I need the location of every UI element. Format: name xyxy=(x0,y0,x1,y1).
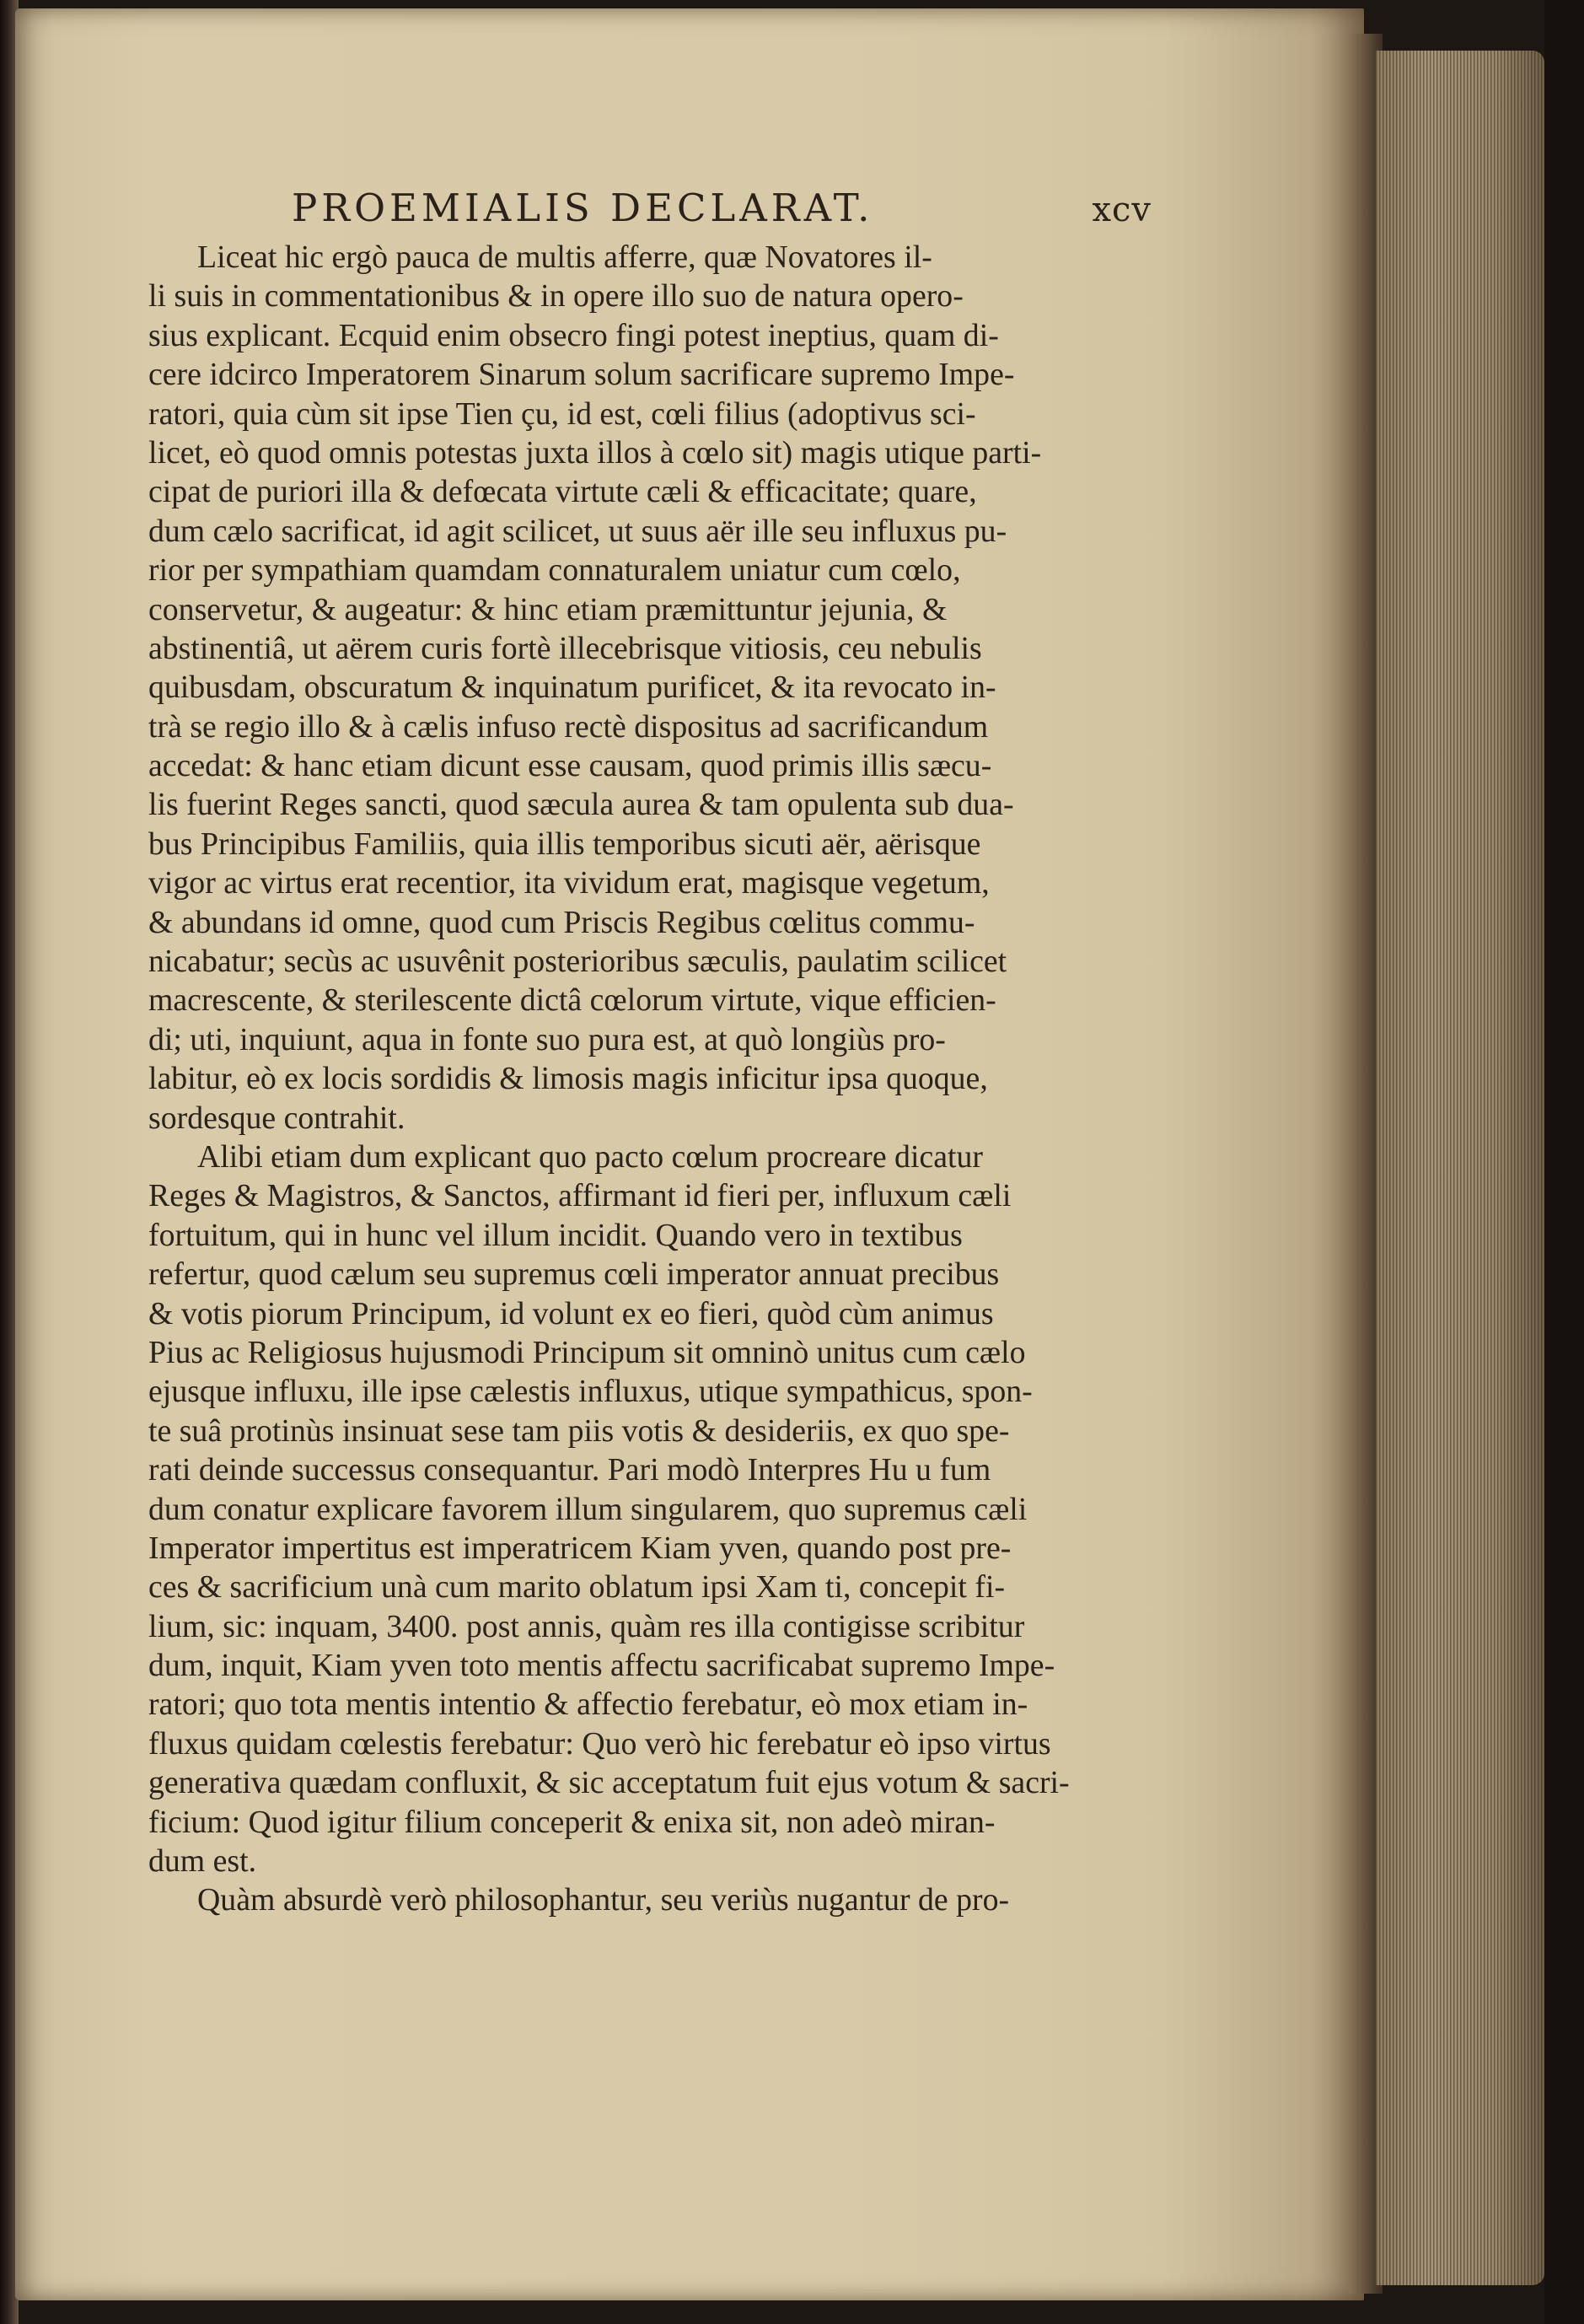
text-line: ces & sacrificium unà cum marito oblatum ipsi Xam ti, concepit fi- xyxy=(148,1569,1006,1606)
text-line: sordesque contrahit. xyxy=(148,1100,405,1136)
text-line: macrescente, & sterilescente dictâ cœlorum virtute, vique efficien- xyxy=(148,982,996,1019)
text-line: dum cælo sacrificat, id agit scilicet, ut suus aër ille seu influxus pu- xyxy=(148,513,1007,549)
text-line: lis fuerint Reges sancti, quod sæcula aurea & tam opulenta sub dua- xyxy=(148,787,1014,823)
text-line: di; uti, inquiunt, aqua in fonte suo pura est, at quò longiùs pro- xyxy=(148,1021,946,1057)
text-line: dum est. xyxy=(148,1843,257,1880)
page-header xyxy=(207,186,1152,236)
text-line: sius explicant. Ecquid enim obsecro fingi potest ineptius, quam di- xyxy=(148,317,999,353)
text-line: labitur, eò ex locis sordidis & limosis magis inficitur ipsa quoque, xyxy=(148,1061,988,1097)
text-line: trà se regio illo & à cælis infuso rectè dispositus ad sacrificandum xyxy=(148,708,989,745)
text-line: Liceat hic ergò pauca de multis afferre, quæ Novatores il- xyxy=(197,239,932,275)
text-line: refertur, quod cælum seu supremus cœli imperator annuat precibus xyxy=(148,1256,1000,1293)
text-line: fortuitum, qui in hunc vel illum incidit. Quando vero in textibus xyxy=(148,1217,963,1253)
text-line: dum conatur explicare favorem illum singularem, quo supremus cæli xyxy=(148,1491,1028,1527)
page-number: xcv xyxy=(1092,191,1152,229)
text-line: Alibi etiam dum explicant quo pacto cœlum procreare dicatur xyxy=(197,1138,983,1175)
text-line: Pius ac Religiosus hujusmodi Principum sit omninò unitus cum cælo xyxy=(148,1334,1026,1370)
running-title: PROEMIALIS DECLARAT. xyxy=(292,186,874,230)
background-shadow xyxy=(1544,0,1584,2324)
text-line: abstinentiâ, ut aërem curis fortè illecebrisque vitiosis, ceu nebulis xyxy=(148,630,982,666)
text-line: Reges & Magistros, & Sanctos, affirmant id fieri per, influxum cæli xyxy=(148,1178,1012,1214)
text-line: ratori, quia cùm sit ipse Tien çu, id est, cœli filius (adoptivus sci- xyxy=(148,395,976,432)
book-page xyxy=(15,8,1364,2300)
text-line: conservetur, & augeatur: & hinc etiam præmittuntur jejunia, & xyxy=(148,591,948,627)
text-line: lium, sic: inquam, 3400. post annis, quàm res illa contigisse scribitur xyxy=(148,1608,1025,1644)
text-line: cipat de puriori illa & defœcata virtute cæli & efficacitate; quare, xyxy=(148,474,977,510)
text-line: vigor ac virtus erat recentior, ita vividum erat, magisque vegetum, xyxy=(148,865,990,901)
text-line: te suâ protinùs insinuat sese tam piis votis & desideriis, ex quo spe- xyxy=(148,1412,1010,1449)
text-line: bus Principibus Familiis, quia illis temporibus sicuti aër, aërisque xyxy=(148,826,981,862)
text-line: dum, inquit, Kiam yven toto mentis affectu sacrificabat supremo Impe- xyxy=(148,1648,1055,1684)
text-line: accedat: & hanc etiam dicunt esse causam, quod primis illis sæcu- xyxy=(148,748,992,784)
text-line: quibusdam, obscuratum & inquinatum purificet, & ita revocato in- xyxy=(148,670,996,706)
text-line: ficium: Quod igitur filium conceperit & enixa sit, non adeò miran- xyxy=(148,1804,996,1840)
text-line: ratori; quo tota mentis intentio & affectio ferebatur, eò mox etiam in- xyxy=(148,1687,1028,1723)
fore-edge-pages xyxy=(1376,51,1544,2285)
text-line: licet, eò quod omnis potestas juxta illos à cœlo sit) magis utique parti- xyxy=(148,434,1042,471)
text-line: rior per sympathiam quamdam connaturalem uniatur cum cœlo, xyxy=(148,552,961,589)
text-line: & votis piorum Principum, id volunt ex eo fieri, quòd cùm animus xyxy=(148,1295,994,1331)
text-line: generativa quædam confluxit, & sic acceptatum fuit ejus votum & sacri- xyxy=(148,1765,1070,1801)
text-line: Imperator impertitus est imperatricem Kiam yven, quando post pre- xyxy=(148,1530,1012,1566)
text-line: ejusque influxu, ille ipse cælestis influxus, utique sympathicus, spon- xyxy=(148,1374,1033,1410)
text-line: rati deinde successus consequantur. Pari modò Interpres Hu u fum xyxy=(148,1452,991,1488)
text-line: li suis in commentationibus & in opere illo suo de natura opero- xyxy=(148,278,964,315)
text-line: Quàm absurdè verò philosophantur, seu veriùs nugantur de pro- xyxy=(197,1882,1010,1918)
text-line: nicabatur; secùs ac usuvênit posterioribus sæculis, paulatim scilicet xyxy=(148,944,1007,980)
text-line: & abundans id omne, quod cum Priscis Regibus cœlitus commu- xyxy=(148,904,975,940)
text-line: fluxus quidam cœlestis ferebatur: Quo verò hic ferebatur eò ipso virtus xyxy=(148,1725,1051,1762)
body-text xyxy=(148,238,1152,1920)
text-line: cere idcirco Imperatorem Sinarum solum sacrificare supremo Impe- xyxy=(148,357,1015,393)
